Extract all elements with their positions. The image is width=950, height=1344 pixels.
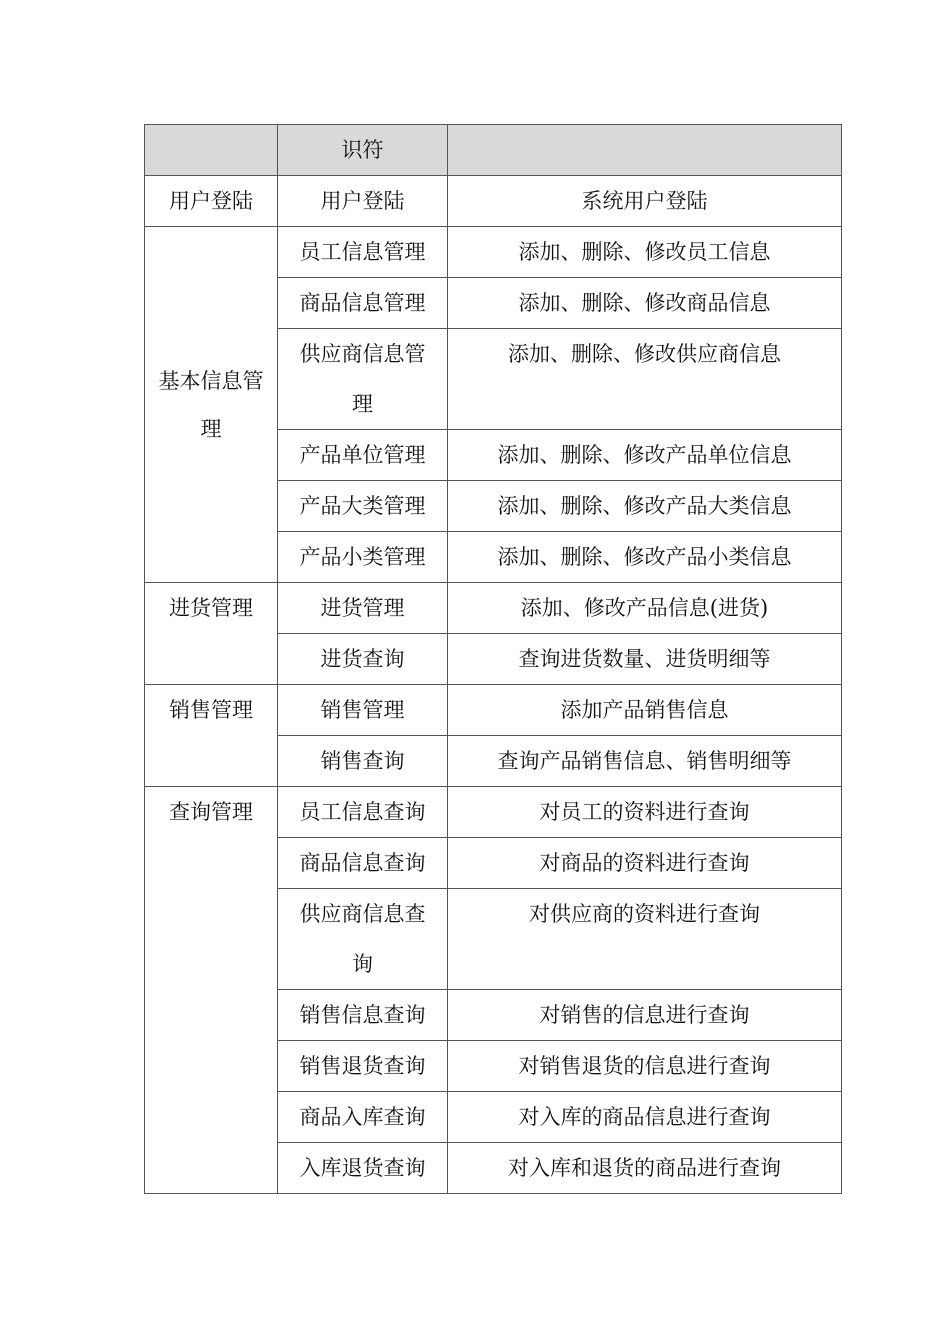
function-name-cell: 销售管理 [278,685,448,736]
module-cell-query: 查询管理 [145,787,278,1194]
function-desc-cell: 添加产品销售信息 [448,685,842,736]
function-desc-cell: 添加、删除、修改产品单位信息 [448,430,842,481]
function-desc-cell: 添加、删除、修改商品信息 [448,278,842,329]
function-desc-cell: 添加、删除、修改员工信息 [448,227,842,278]
table-row [145,583,842,634]
function-desc-cell: 对供应商的资料进行查询 [448,889,842,990]
header-cell-description [448,125,842,176]
function-desc-cell: 对入库和退货的商品进行查询 [448,1143,842,1194]
function-name-cell: 销售信息查询 [278,990,448,1041]
function-name-cell: 进货查询 [278,634,448,685]
function-name-cell: 进货管理 [278,583,448,634]
function-desc-cell: 系统用户登陆 [448,176,842,227]
function-name-cell: 员工信息查询 [278,787,448,838]
function-name-cell: 员工信息管理 [278,227,448,278]
function-name-cell: 供应商信息管理 [278,329,448,430]
function-desc-cell: 添加、修改产品信息(进货) [448,583,842,634]
function-name-cell: 商品入库查询 [278,1092,448,1143]
function-name-cell: 产品单位管理 [278,430,448,481]
function-desc-cell: 查询产品销售信息、销售明细等 [448,736,842,787]
function-desc-cell: 添加、删除、修改产品小类信息 [448,532,842,583]
function-name-cell: 产品小类管理 [278,532,448,583]
function-name-cell: 商品信息查询 [278,838,448,889]
function-desc-cell: 查询进货数量、进货明细等 [448,634,842,685]
table-row [145,227,842,278]
function-desc-cell: 添加、删除、修改供应商信息 [448,329,842,430]
function-name-cell: 销售退货查询 [278,1041,448,1092]
table-row [145,685,842,736]
function-desc-cell: 对商品的资料进行查询 [448,838,842,889]
header-cell-module [145,125,278,176]
function-desc-cell: 对员工的资料进行查询 [448,787,842,838]
function-name-cell: 商品信息管理 [278,278,448,329]
module-cell-basic-info: 基本信息管理 [145,227,278,583]
module-cell-login: 用户登陆 [145,176,278,227]
function-desc-cell: 对入库的商品信息进行查询 [448,1092,842,1143]
header-cell-identifier: 识符 [278,125,448,176]
function-name-cell: 销售查询 [278,736,448,787]
function-table [144,124,842,1194]
function-name-cell: 用户登陆 [278,176,448,227]
module-cell-sales: 销售管理 [145,685,278,787]
function-name-cell: 入库退货查询 [278,1143,448,1194]
table-row [145,176,842,227]
function-desc-cell: 对销售的信息进行查询 [448,990,842,1041]
function-desc-cell: 对销售退货的信息进行查询 [448,1041,842,1092]
function-desc-cell: 添加、删除、修改产品大类信息 [448,481,842,532]
table-header-row [145,125,842,176]
table-row [145,787,842,838]
function-name-cell: 供应商信息查询 [278,889,448,990]
function-name-cell: 产品大类管理 [278,481,448,532]
module-cell-purchase: 进货管理 [145,583,278,685]
